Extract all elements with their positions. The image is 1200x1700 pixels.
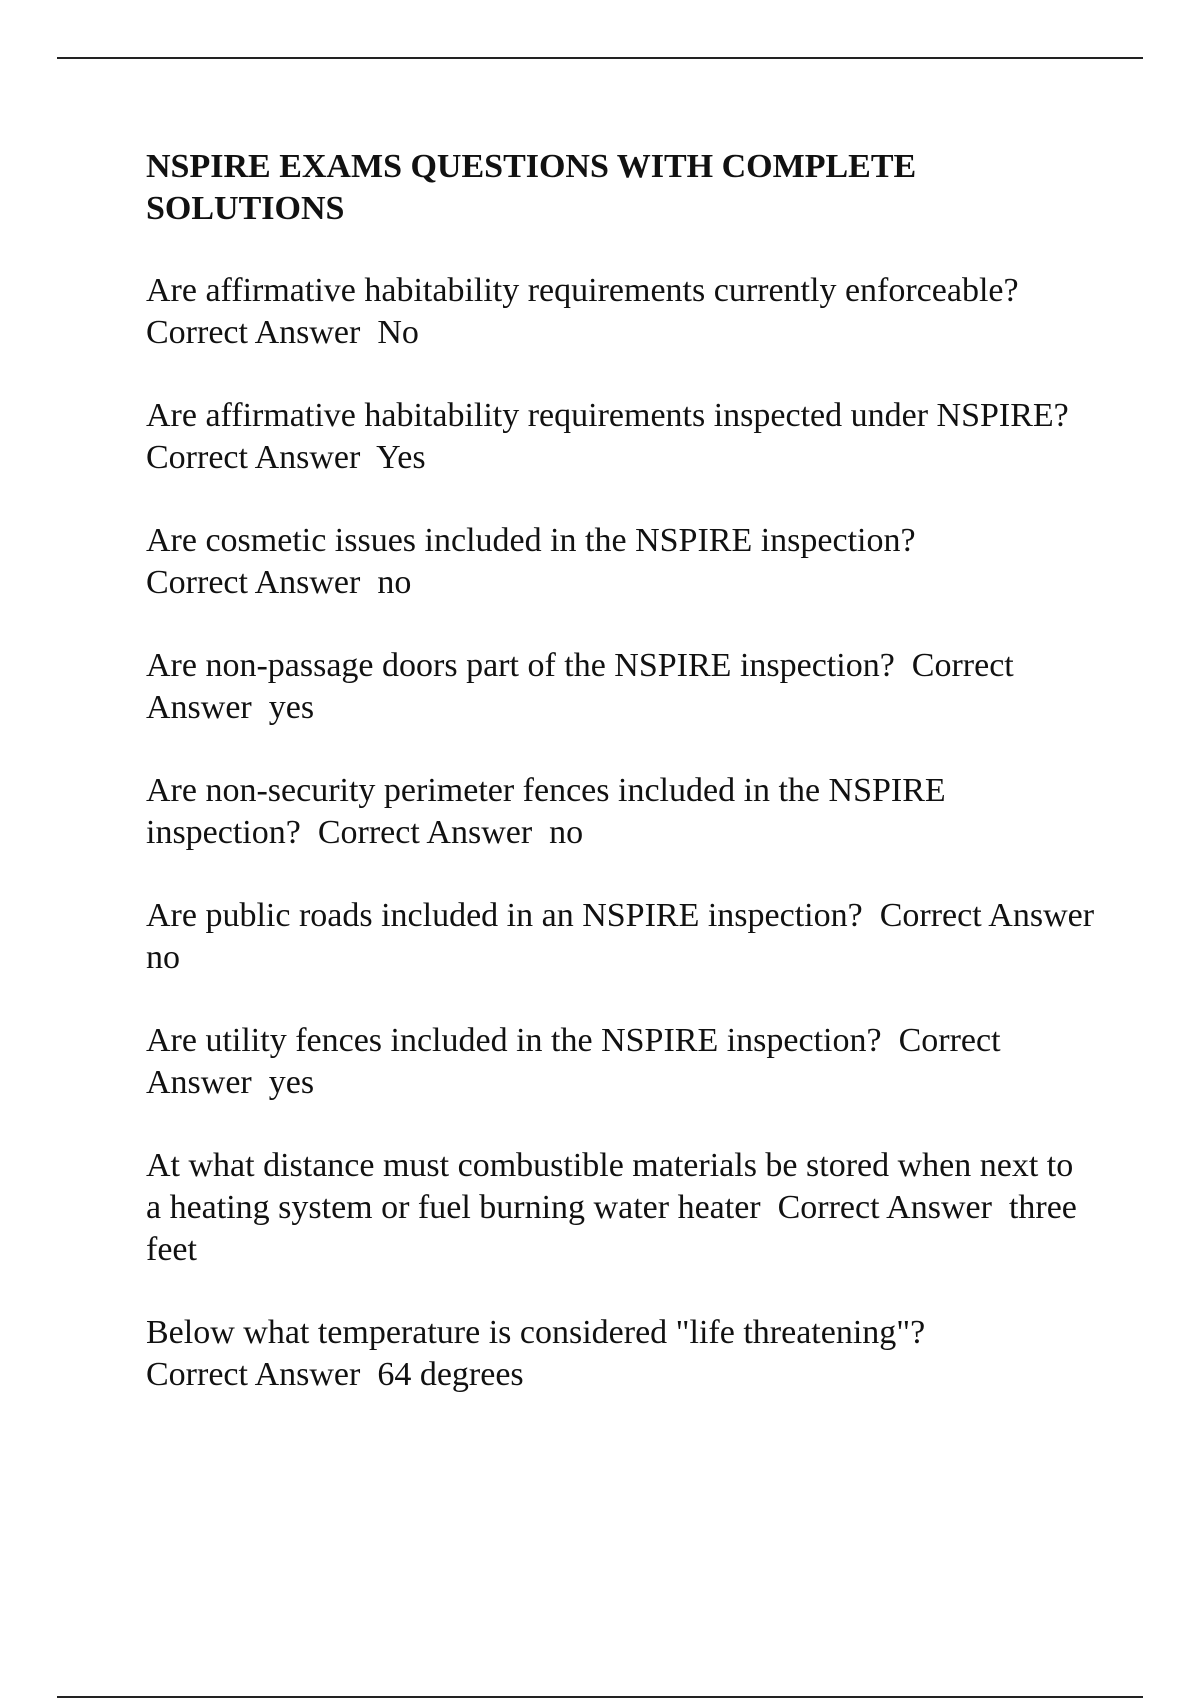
- answer-label: Correct Answer: [317, 814, 533, 851]
- qa-item: [146, 270, 1096, 354]
- qa-item: [146, 520, 1096, 604]
- answer-label: Correct Answer: [146, 439, 361, 476]
- answer-text: No: [377, 314, 419, 351]
- answer-label: Correct Answer: [146, 647, 1021, 726]
- question-text: Are non-security perimeter fences included in the NSPIRE inspection?: [146, 772, 955, 851]
- answer-text: 64 degrees: [377, 1356, 524, 1393]
- qa-item: [146, 395, 1096, 479]
- question-text: Are utility fences included in the NSPIRE inspection?: [146, 1022, 882, 1059]
- document-title-line-1: NSPIRE EXAMS QUESTIONS WITH COMPLETE: [146, 148, 917, 185]
- question-text: Are affirmative habitability requirements currently enforceable?: [146, 272, 1019, 309]
- qa-item: [146, 1145, 1096, 1271]
- answer-text: no: [146, 939, 180, 976]
- question-text: Are non-passage doors part of the NSPIRE inspection?: [146, 647, 895, 684]
- document-body: [146, 146, 1096, 1437]
- answer-label: Correct Answer: [146, 1356, 361, 1393]
- answer-label: Correct Answer: [777, 1189, 992, 1226]
- bottom-rule: [57, 1696, 1143, 1698]
- document-title-line-2: SOLUTIONS: [146, 190, 345, 227]
- question-text: Are affirmative habitability requirements inspected under NSPIRE?: [146, 397, 1069, 434]
- question-text: Below what temperature is considered "life threatening"?: [146, 1314, 926, 1351]
- qa-item: [146, 770, 1096, 854]
- answer-text: yes: [268, 689, 315, 726]
- answer-text: Yes: [376, 439, 426, 476]
- answer-label: Correct Answer: [146, 314, 361, 351]
- answer-text: yes: [268, 1064, 315, 1101]
- qa-list: [146, 270, 1096, 1396]
- top-rule: [57, 57, 1143, 59]
- qa-item: [146, 895, 1096, 979]
- answer-text: no: [549, 814, 584, 851]
- answer-label: Correct Answer: [879, 897, 1095, 934]
- answer-text: no: [377, 564, 412, 601]
- qa-item: [146, 1312, 1096, 1396]
- question-text: Are cosmetic issues included in the NSPIRE inspection?: [146, 522, 916, 559]
- answer-label: Correct Answer: [146, 564, 361, 601]
- answer-label: Correct Answer: [146, 1022, 1008, 1101]
- question-text: Are public roads included in an NSPIRE inspection?: [146, 897, 863, 934]
- question-text: At what distance must combustible materials be stored when next to a heating system or fuel burning water heater: [146, 1147, 1082, 1226]
- qa-item: [146, 1020, 1096, 1104]
- answer-text: three feet: [146, 1189, 1086, 1268]
- document-title: [146, 146, 1096, 230]
- qa-item: [146, 645, 1096, 729]
